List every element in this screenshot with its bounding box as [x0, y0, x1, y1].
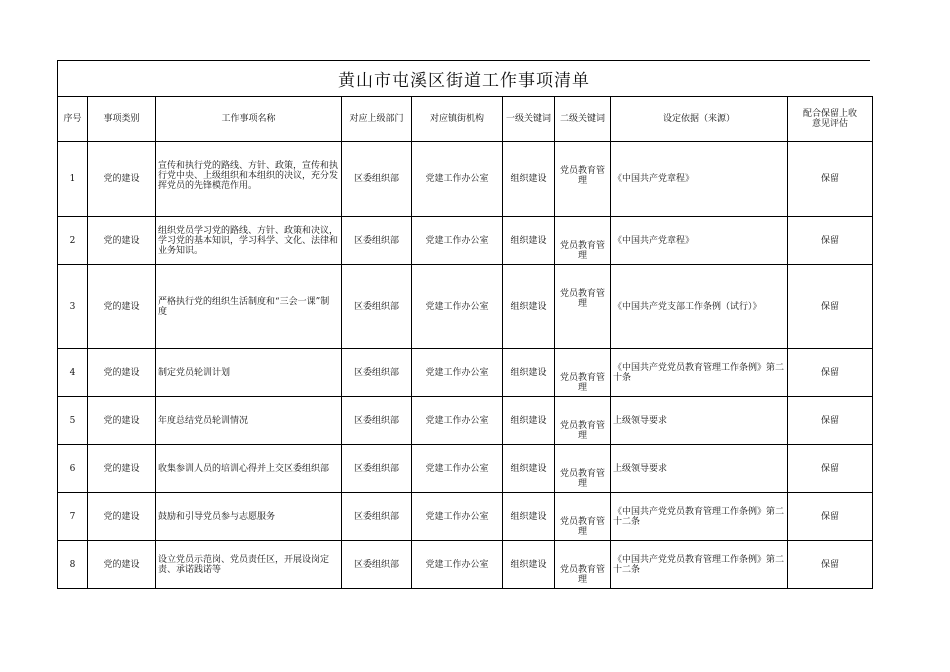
row-org: 党建工作办公室 — [412, 265, 503, 349]
row-basis: 《中国共产党章程》 — [611, 217, 788, 265]
row-number: 7 — [58, 493, 88, 541]
col-header-no: 序号 — [58, 97, 88, 142]
row-kw2: 党员教育管理 — [555, 541, 611, 589]
row-item-name: 宣传和执行党的路线、方针、政策，宣传和执行党中央、上级组织和本组织的决议，充分发挥党员的先锋模范作用。 — [156, 142, 342, 217]
row-basis: 《中国共产党章程》 — [611, 142, 788, 217]
row-basis: 《中国共产党支部工作条例（试行）》 — [611, 265, 788, 349]
row-number: 4 — [58, 349, 88, 397]
row-item-name: 组织党员学习党的路线、方针、政策和决议，学习党的基本知识，学习科学、文化、法律和业务知识。 — [156, 217, 342, 265]
row-category: 党的建设 — [88, 445, 156, 493]
table-row — [58, 397, 873, 445]
row-org: 党建工作办公室 — [412, 142, 503, 217]
row-basis: 《中国共产党党员教育管理工作条例》第二十二条 — [611, 541, 788, 589]
col-header-dept: 对应上级部门 — [342, 97, 412, 142]
row-category: 党的建设 — [88, 265, 156, 349]
row-kw1: 组织建设 — [503, 445, 555, 493]
row-kw2: 党员教育管理 — [555, 142, 611, 217]
sheet-title: 黄山市屯溪区街道工作事项清单 — [57, 60, 870, 96]
table-row — [58, 142, 873, 217]
row-dept: 区委组织部 — [342, 349, 412, 397]
row-org: 党建工作办公室 — [412, 493, 503, 541]
row-org: 党建工作办公室 — [412, 541, 503, 589]
row-opinion: 保留 — [788, 142, 873, 217]
row-number: 5 — [58, 397, 88, 445]
row-dept: 区委组织部 — [342, 217, 412, 265]
table-row — [58, 265, 873, 349]
row-item-name: 制定党员轮训计划 — [156, 349, 342, 397]
row-kw1: 组织建设 — [503, 217, 555, 265]
row-kw2: 党员教育管理 — [555, 445, 611, 493]
row-basis: 上级领导要求 — [611, 397, 788, 445]
row-opinion: 保留 — [788, 349, 873, 397]
row-org: 党建工作办公室 — [412, 445, 503, 493]
col-header-kw1: 一级关键词 — [503, 97, 555, 142]
row-number: 2 — [58, 217, 88, 265]
row-kw1: 组织建设 — [503, 397, 555, 445]
row-opinion: 保留 — [788, 397, 873, 445]
row-kw2: 党员教育管理 — [555, 397, 611, 445]
worksheet — [57, 60, 870, 589]
col-header-name: 工作事项名称 — [156, 97, 342, 142]
row-kw1: 组织建设 — [503, 493, 555, 541]
row-kw2: 党员教育管理 — [555, 493, 611, 541]
col-header-opinion: 配合保留上收意见评估 — [788, 97, 873, 142]
col-header-category: 事项类别 — [88, 97, 156, 142]
col-header-org: 对应镇街机构 — [412, 97, 503, 142]
row-category: 党的建设 — [88, 217, 156, 265]
row-category: 党的建设 — [88, 541, 156, 589]
col-header-basis: 设定依据（来源） — [611, 97, 788, 142]
row-kw1: 组织建设 — [503, 142, 555, 217]
row-kw2: 党员教育管理 — [555, 265, 611, 349]
row-number: 3 — [58, 265, 88, 349]
row-dept: 区委组织部 — [342, 493, 412, 541]
row-item-name: 严格执行党的组织生活制度和“三会一课”制度 — [156, 265, 342, 349]
row-kw1: 组织建设 — [503, 349, 555, 397]
row-basis: 《中国共产党党员教育管理工作条例》第二十条 — [611, 349, 788, 397]
row-dept: 区委组织部 — [342, 265, 412, 349]
row-kw2: 党员教育管理 — [555, 217, 611, 265]
work-items-table — [57, 96, 873, 589]
row-category: 党的建设 — [88, 397, 156, 445]
row-opinion: 保留 — [788, 541, 873, 589]
row-opinion: 保留 — [788, 493, 873, 541]
row-basis: 《中国共产党党员教育管理工作条例》第二十二条 — [611, 493, 788, 541]
row-opinion: 保留 — [788, 445, 873, 493]
row-basis: 上级领导要求 — [611, 445, 788, 493]
row-item-name: 收集参训人员的培训心得并上交区委组织部 — [156, 445, 342, 493]
row-org: 党建工作办公室 — [412, 349, 503, 397]
row-item-name: 鼓励和引导党员参与志愿服务 — [156, 493, 342, 541]
row-category: 党的建设 — [88, 349, 156, 397]
table-row — [58, 541, 873, 589]
table-row — [58, 493, 873, 541]
row-kw2: 党员教育管理 — [555, 349, 611, 397]
row-dept: 区委组织部 — [342, 541, 412, 589]
row-kw1: 组织建设 — [503, 265, 555, 349]
row-org: 党建工作办公室 — [412, 217, 503, 265]
row-opinion: 保留 — [788, 265, 873, 349]
row-opinion: 保留 — [788, 217, 873, 265]
row-dept: 区委组织部 — [342, 142, 412, 217]
row-number: 8 — [58, 541, 88, 589]
row-number: 1 — [58, 142, 88, 217]
header-row — [58, 97, 873, 142]
row-category: 党的建设 — [88, 493, 156, 541]
table-row — [58, 445, 873, 493]
row-category: 党的建设 — [88, 142, 156, 217]
table-row — [58, 217, 873, 265]
col-header-kw2: 二级关键词 — [555, 97, 611, 142]
row-org: 党建工作办公室 — [412, 397, 503, 445]
row-dept: 区委组织部 — [342, 445, 412, 493]
row-item-name: 年度总结党员轮训情况 — [156, 397, 342, 445]
table-body — [58, 142, 873, 589]
row-item-name: 设立党员示范岗、党员责任区，开展设岗定责、承诺践诺等 — [156, 541, 342, 589]
row-number: 6 — [58, 445, 88, 493]
row-dept: 区委组织部 — [342, 397, 412, 445]
row-kw1: 组织建设 — [503, 541, 555, 589]
table-row — [58, 349, 873, 397]
